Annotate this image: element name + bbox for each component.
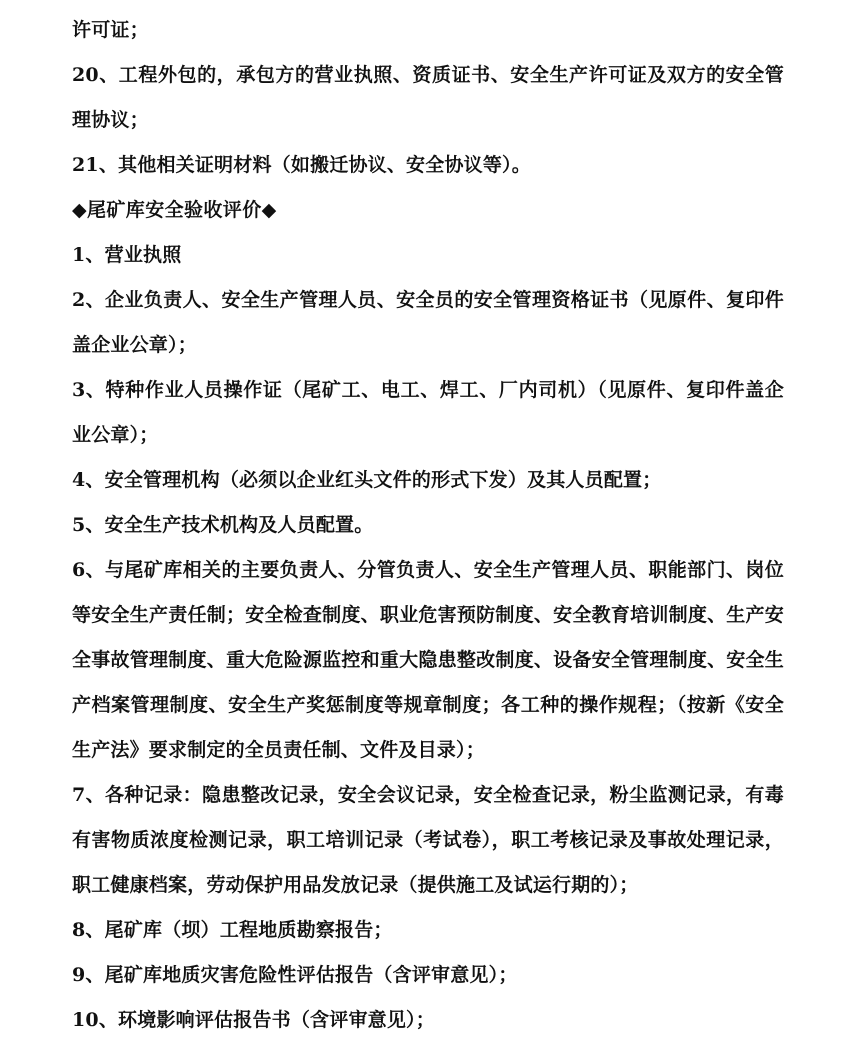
section-heading-tailings-evaluation: ◆尾矿库安全验收评价◆ — [72, 199, 277, 221]
paragraph-license-cont: 许可证； — [72, 19, 149, 41]
paragraph-item-3: 3、特种作业人员操作证（尾矿工、电工、焊工、厂内司机）（见原件、复印件盖企业公章）； — [72, 379, 784, 446]
paragraph-item-9: 9、尾矿库地质灾害危险性评估报告（含评审意见）； — [72, 964, 518, 986]
paragraph-item-10: 10、环境影响评估报告书（含评审意见）； — [72, 1009, 435, 1031]
paragraph-item-6: 6、与尾矿库相关的主要负责人、分管负责人、安全生产管理人员、职能部门、岗位等安全生产责任制；安全检查制度、职业危害预防制度、安全教育培训制度、生产安全事故管理制度、重大危险源监控和重大隐患整改制度、设备安全管理制度、安全生产档案管理制度、安全生产奖惩制度等规章制度；各工种的操作规程；（按新《安全生产法》要求制定的全员责任制、文件及目录）； — [72, 559, 784, 761]
document-body — [72, 8, 784, 1043]
paragraph-item-8: 8、尾矿库（坝）工程地质勘察报告； — [72, 919, 393, 941]
paragraph-item-5: 5、安全生产技术机构及人员配置。 — [72, 514, 374, 536]
paragraph-item-20: 20、工程外包的，承包方的营业执照、资质证书、安全生产许可证及双方的安全管理协议； — [72, 64, 784, 131]
paragraph-item-4: 4、安全管理机构（必须以企业红头文件的形式下发）及其人员配置； — [72, 469, 662, 491]
paragraph-item-2: 2、企业负责人、安全生产管理人员、安全员的安全管理资格证书（见原件、复印件盖企业公章）； — [72, 289, 784, 356]
paragraph-item-1: 1、营业执照 — [72, 244, 182, 266]
paragraph-item-21: 21、其他相关证明材料（如搬迁协议、安全协议等）。 — [72, 154, 531, 176]
paragraph-item-7: 7、各种记录：隐患整改记录，安全会议记录，安全检查记录，粉尘监测记录，有毒有害物质浓度检测记录，职工培训记录（考试卷），职工考核记录及事故处理记录，职工健康档案，劳动保护用品发放记录（提供施工及试运行期的）； — [72, 784, 784, 896]
